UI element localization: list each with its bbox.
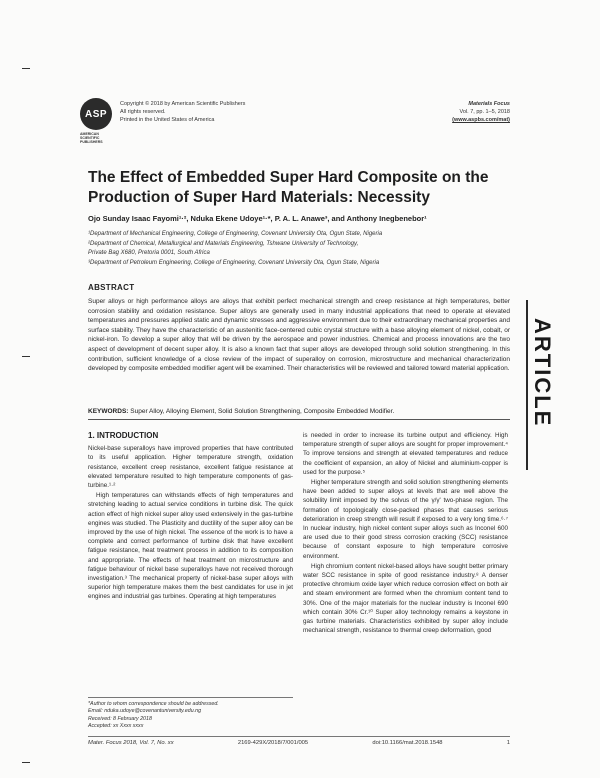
footer-issn: 2169-429X/2018/7/001/005	[237, 740, 309, 746]
footnote	[88, 697, 293, 731]
affiliation-line: ¹Department of Mechanical Engineering, College of Engineering, Covenant University Ota, Ogun State, Nigeria	[88, 231, 383, 237]
page-footer	[88, 736, 510, 746]
copyright-block	[120, 100, 245, 124]
body-column-left	[88, 431, 293, 603]
scan-edge-mark	[22, 68, 30, 69]
journal-name: Materials Focus	[468, 101, 510, 107]
body-paragraph: Higher temperature strength and solid solution strengthening elements have been added to super alloys at levels that are well above the solubility limit imposed by the solvus of the γ/γ' two-phase region. The formation of topologically close-packed phases that causes serious deterioration in creep strength will result if exposed to a very long time.⁶·⁷ In nuclear industry, high nickel content super alloys such as Inconel 600 are used due to their good stress corrosion cracking (SCC) resistance because of constant exposure to high temperature corrosive environment.	[303, 479, 508, 560]
affiliation-line: ³Department of Petroleum Engineering, College of Engineering, Covenant University Ota, Ogun State, Nigeria	[88, 259, 380, 266]
section-heading: 1. INTRODUCTION	[88, 431, 159, 440]
journal-url: (www.aspbs.com/mat)	[452, 117, 510, 123]
footnote-line: *Author to whom correspondence should be addressed.	[88, 701, 219, 707]
abstract-heading: ABSTRACT	[88, 283, 135, 292]
paper-title: The Effect of Embedded Super Hard Composite on the Production of Super Hard Materials: Necessity	[88, 169, 489, 206]
article-label-text: ARTICLE	[530, 318, 555, 428]
affiliation-line: ²Department of Chemical, Metallurgical and Materials Engineering, Tshwane University of Technology,	[88, 240, 359, 247]
body-paragraph: Nickel-base superalloys have improved properties that have contributed to its useful application. Higher temperature strength, oxidation resistance, excellent creep resistance, excellent fatigue resistance at elevated temperature resulted to high temperature components of gas-turbine.¹·²	[88, 445, 293, 490]
page-number: 1	[506, 740, 510, 746]
keywords-text: Super Alloy, Alloying Element, Solid Solution Strengthening, Composite Embedded Modifier.	[130, 408, 395, 415]
publisher-logo	[80, 98, 114, 148]
footnote-line: Accepted: xx Xxxx xxxx	[88, 723, 144, 730]
printed-line: Printed in the United States of America	[120, 117, 215, 123]
footnote-line: Email: nduka.udoye@covenantuniversity.edu.ng	[88, 708, 202, 715]
author-list: Ojo Sunday Isaac Fayomi¹·², Nduka Ekene Udoye¹·*, P. A. L. Anawe³, and Anthony Inegbenebor¹	[88, 214, 427, 223]
section-divider	[88, 419, 510, 420]
keywords-line	[88, 408, 510, 415]
scan-edge-mark	[22, 356, 30, 357]
affiliations	[88, 230, 518, 268]
copyright-line: Copyright © 2018 by American Scientific Publishers	[120, 101, 246, 107]
article-side-label	[527, 318, 557, 448]
scan-edge-mark	[22, 762, 30, 763]
body-paragraph: High chromium content nickel-based alloys have sought better primary water SCC resistance in spite of good resistance industry.⁸ A denser protective chromium oxide layer which reduce corrosion effect on both air and steam environment are formed when the chromium content tend to 30%. One of the major materials for the nuclear industry is Inconel 690 which contain 30% Cr.¹⁰ Super alloy technology remains a keystone in gas turbine materials. Characteristics exhibited by super alloy include mechanical strength, resistance to thermal creep deformation, good	[303, 562, 508, 635]
footnote-line: Received: 8 February 2018	[88, 715, 152, 722]
abstract-body: Super alloys or high performance alloys are alloys that exhibit perfect mechanical strength and creep resistance at high temperatures, better corrosion stability and oxidation resistance. Super alloys are generally used in many industrial applications that need to operate at elevated temperatures and pressures applied static and dynamic stresses and aggressive environment due to their extraordinary mechanical properties and surface stability. They have the characteristic of an austenitic face-centered cubic crystal structure with a base alloying element of nickel, cobalt, or nickel-iron. To develop a super alloy that will be driven by the aerospace and power industries. Chemical and process innovations are the two aspect of development of decent super alloy. It is also a known fact that super alloys are developed through solid solution strengthening. In this contribution, sufficient knowledge of a close review of the impact of superalloy on corrosion, microstructure and mechanical characterization developed by composite embedded modifier agent will be examined. Their characteristics will be reviewed and tailored toward material application.	[88, 298, 510, 373]
footer-journal: Mater. Focus 2018, Vol. 7, No. xx	[88, 740, 174, 746]
journal-volume: Vol. 7, pp. 1–5, 2018	[459, 109, 510, 115]
asp-logo-icon: ASP	[80, 98, 112, 130]
body-paragraph: is needed in order to increase its turbine output and efficiency. High temperature strength of super alloys are sought for proper improvement.⁴ To improve tensions and strength at elevated temperatures and reduce the coefficient of expansion, an alloy of Nickel and aluminium-copper is used for the purpose.⁵	[303, 432, 508, 476]
keywords-label: KEYWORDS:	[88, 408, 129, 415]
rights-line: All rights reserved.	[120, 109, 166, 115]
body-paragraph: High temperatures can withstands effects of high temperatures and stretching leading to actual service conditions in turbine disk. The quick action effect of high nickel super alloy used extensively in the gas-turbine engines was studied. The Plasticity and ductility of the super alloy can be improved by the use of high nickel. The essence of the work is to have a complete and correct performance of turbine disk that have excellent fatigue resistance, heat treatment process in addition to its composition and appropriate. The effects of heat treatment on microstructure and fatigue behaviour of nickel base superalloys have not received thorough investigation.³ The mechanical property of nickel-base super alloys with superior high temperature makes them the best candidates for use in jet engines and industrial gas turbines. Operating at high temperatures	[88, 492, 293, 601]
affiliation-line: Private Bag X680, Pretoria 0001, South Africa	[88, 250, 210, 256]
publisher-logo-subtext: AMERICAN SCIENTIFIC PUBLISHERS	[80, 132, 103, 144]
journal-info	[452, 100, 510, 124]
body-column-right	[303, 431, 508, 636]
footer-doi: doi:10.1166/mat.2018.1548	[372, 740, 443, 746]
